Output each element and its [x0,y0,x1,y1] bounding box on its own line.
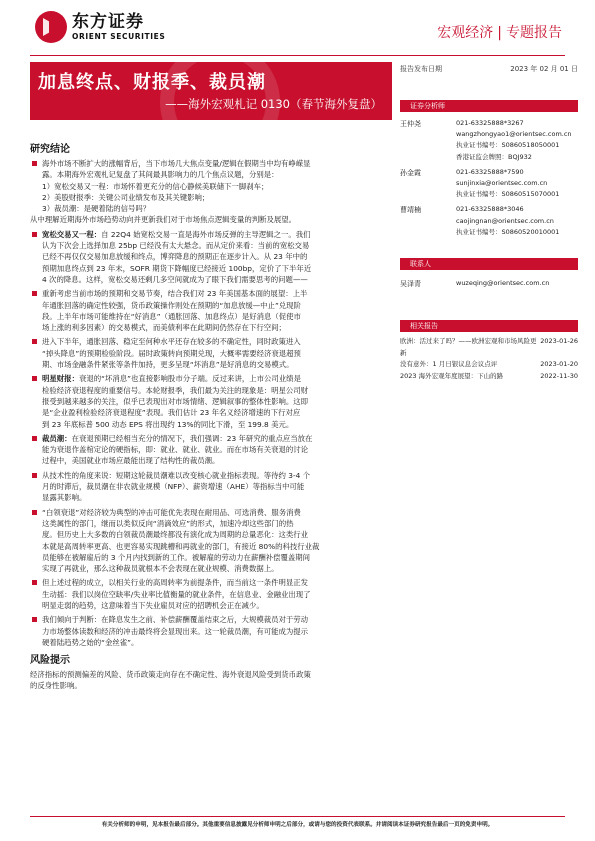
text-line: 在衰退预期已经相当充分的情况下，我们强调：23 年研究的重点应当放在 [71,433,313,443]
text-line: 力市场整体读数和经济的冲击最终将会显现出来。这一轮裁员潮，有可能成为提示 [42,626,309,636]
text-line: 员能够在被解雇后的 3 个月内找到新的工作。被解雇的劳动力在薪酬补偿覆盖期间 [42,552,311,562]
contact-entry [400,278,578,289]
subcategory-label: 专题报告 [506,25,562,41]
related-report-title[interactable]: 没有意外：1 月日银议息会议点评 [400,360,498,368]
list-item: 2）美股财报季：关键公司业绩发布及其关键影响； [42,192,210,202]
contacts-heading: 联系人 [400,258,578,270]
related-reports-box [400,320,578,382]
section-paragraph [30,288,392,333]
text-line: 我们倾向于判断：在降息发生之前、补偿薪酬覆盖结束之后，大规模裁员对于劳动 [42,615,309,625]
analyst-license: 执业证书编号：S0860515070001 [456,190,560,199]
report-date [400,64,578,74]
report-category [437,22,562,42]
text-line: 自 22Q4 始宽松交易一直是海外市场反弹的主导逻辑之一。我们 [101,229,311,239]
text-line: 本就是高周转率更高、也更容易实现跳槽和再就业的部门，有接近 80%的科技行业裁 [42,541,320,551]
text-line: 月的时滞后，裁员潮在非农就业规模（NFP）、薪资增速（AHE）等指标当中可能 [42,482,305,492]
text-line: 已经不再仅仅交易加息放缓和终点，博弈降息的预期正在逐步计入。从 23 年中的 [42,252,308,262]
text-line: 海外市场不断扩大的涨幅背后，当下市场几大焦点变量/逻辑在假期当中均有峥嵘显 [42,159,311,168]
bullet-square-icon [32,161,37,166]
section-paragraph [30,507,392,575]
report-title: 加息终点、财报季、裁员潮 [38,72,266,93]
analyst-entry [400,204,578,238]
report-date-value: 2023 年 02 月 01 日 [510,65,578,73]
risk-paragraph [30,669,392,692]
section-lead: 宽松交易又一程： [42,229,102,239]
analysts-heading: 证券分析师 [400,100,578,112]
analysts-box [400,100,578,238]
text-line: 检验经济衰退程度的重要信号。本轮财报季，我们最为关注的现象是：明星公司财 [42,385,309,395]
related-reports-heading: 相关报告 [400,320,578,332]
related-report-item[interactable] [400,359,578,371]
related-report-item[interactable] [400,371,578,383]
text-line: 从技术性的角度来说：短期这轮裁员潮难以改变核心就业指标表现。等待约 3-4 个 [42,470,311,480]
bullet-square-icon [32,580,37,585]
contacts-box [400,258,578,289]
risk-heading: 风险提示 [30,655,70,667]
title-banner [30,62,392,120]
bullet-square-icon [32,436,37,441]
text-line: 段。上半年市场可能维持在“好消息”（通胀回落、加息终点）是好消息（促使市 [42,311,301,321]
bullet-square-icon [32,291,37,296]
bullet-square-icon [32,473,37,478]
analyst-phone: 021-63325888*3267 [456,119,524,127]
header-divider [30,55,565,56]
category-label: 宏观经济 [437,25,494,41]
analyst-entry [400,167,578,201]
list-item: 3）裁员潮：是硬着陆的信号吗？ [42,204,151,214]
text-line: 的反身性影响。 [30,681,82,691]
company-name-en: ORIENT SECURITIES [72,32,166,41]
text-line: 硬着陆趋势之始的“金丝雀”。 [42,637,139,647]
bullet-square-icon [32,617,37,622]
report-subtitle: ——海外宏观札记 0130（春节海外复盘） [165,97,382,111]
analyst-phone: 021-63325888*7590 [456,167,524,176]
related-report-item[interactable] [400,336,578,359]
text-line: 这类属性的部门，继而以类似反向“涓滴效应”的形式，加速冷却这些部门的热 [42,518,294,528]
report-date-label: 报告发布日期 [400,65,442,73]
list-item: 1）宽松交易又一程：市场怀着更充分的信心静候美联储下一脚刹车； [42,181,269,191]
text-line: 到 23 年底标普 500 动态 EPS 将出现约 13%的同比下滑，至 199.8 美元。 [42,419,294,429]
analyst-email[interactable]: caojingnan@orientsec.com.cn [456,216,554,225]
text-line: 期、市场金融条件紧张等条件加持，更多呈现“坏消息”是好消息的交易模式。 [42,360,294,370]
text-line: 年通胀回落的确定性较强，货币政策操作则处在预期的“加息放缓—中止”兑现阶 [42,300,301,310]
text-line: 生动摇：我们以岗位空缺率/失业率比值衡量的就业条件，在信息业、金融业出现了 [42,589,311,599]
intro-paragraph [30,158,392,214]
related-report-date: 2023-01-26 [540,337,578,345]
intro-tail: 从中理解近期海外市场趋势动向并更新我们对于市场焦点逻辑变量的判断及展望。 [30,215,297,225]
analyst-name: 曹靖楠 [400,206,421,215]
related-report-title[interactable]: 欧洲：活过来了吗？——欧洲宏观和市场风险更新 [400,337,537,357]
bullet-square-icon [32,232,37,237]
text-line: 报受到越来越多的关注，似乎已表现出对市场情绪、逻辑叙事的整体性影响。这即 [42,396,309,406]
analyst-entry [400,118,578,163]
section-paragraph [30,614,392,648]
text-line: 能为衰退作盖棺定论的硬指标，即：就业、就业、就业。而在市场有关衰退的讨论 [42,445,309,455]
text-line: 经济指标的预测偏差的风险、货币政策走向存在不确定性、海外衰退风险受到货币政策 [30,670,311,680]
text-line: 进入下半年，通胀回落、稳定至何种水平还存在较多的不确定性，同时政策进入 [42,337,301,347]
contact-email[interactable]: wuzeqing@orientsec.com.cn [456,279,550,287]
analyst-license: 执业证书编号：S0860518050001 [456,141,560,150]
analyst-hk-license: 香港证监会牌照：BQJ932 [456,152,532,161]
related-report-date: 2022-11-30 [540,371,578,380]
analyst-phone: 021-63325888*3046 [456,205,524,214]
section-paragraph [30,229,392,285]
category-separator: | [497,25,502,41]
section-paragraph [30,577,392,611]
analyst-license: 执业证书编号：S0860520010001 [456,227,560,236]
text-line: 重新考虑当前市场的预期和交易节奏，结合我们对 23 年美国基本面的展望：上半 [42,289,308,299]
disclaimer-text: 有关分析师的申明，见本报告最后部分。其他重要信息披露见分析师申明之后部分，或请与您的投资代表联系。并请阅读本证券研究报告最后一页的免责申明。 [101,822,494,828]
footer-divider [30,816,565,817]
section-paragraph [30,470,392,504]
text-line: “掉头降息”的预期检验阶段。届时政策转向预期兑现，大概率需要经济衰退超预 [42,348,301,358]
contact-name: 吴泽青 [400,280,421,288]
section-paragraph [30,433,392,467]
text-line: 场上涨的利多因素）的交易模式，而美债利率在此期间仍然存在下行空间； [42,323,286,333]
section-paragraph [30,336,392,370]
text-line: 显露其影响。 [42,493,87,503]
company-name-cn: 东方证券 [72,12,144,32]
bullet-square-icon [32,339,37,344]
bullet-square-icon [32,376,37,381]
analyst-name: 孙金霞 [400,168,421,177]
text-line: “白领衰退”对经济较为典型的冲击可能优先表现在耐用品、可选消费、服务消费 [42,507,301,517]
text-line: 过程中，美国就业市场应最能出现了结构性的裁员潮。 [42,456,220,466]
text-line: 认为下次会上选择加息 25bp 已经没有太大悬念。而从定价来看：当前的宽松交易 [42,241,310,251]
text-line: 露。本期海外宏观札记复盘了其间最具影响力的几个焦点议题，分别是： [42,170,279,180]
section-lead: 裁员潮： [42,433,72,443]
text-line: 明显走弱的趋势，这意味着当下失业雇员对应的招聘机会正在减少。 [42,600,264,610]
analyst-name: 王仲尧 [400,120,421,128]
company-logo [34,10,165,44]
analyst-email[interactable]: wangzhongyao1@orientsec.com.cn [456,130,572,139]
text-line: 但上述过程的成立，以相关行业的高周转率为前提条件，而当前这一条件明显正发 [42,578,309,588]
text-line: 度。但历史上大多数的白领裁员潮最终都没有演化成为周期的总量恶化：这类行业 [42,530,309,540]
text-line: 是“企业盈利检验经济衰退程度”表现。我们估计 23 年名义经济增速的下行对应 [42,408,301,418]
section-lead: 明星财报： [42,374,79,384]
bullet-square-icon [32,510,37,515]
text-line: 衰退的“坏消息”也直接影响股市分子端。反过来讲，上市公司业绩是 [78,374,301,384]
research-heading: 研究结论 [30,144,70,155]
main-content [30,140,392,692]
analyst-email[interactable]: sunjinxia@orientsec.com.cn [456,179,548,188]
text-line: 4 次的降息。这样，宽松交易还剩几多空间就成为了眼下我们需要思考的问题—— [42,274,308,284]
related-report-title[interactable]: 2023 海外宏观年度展望：下山的路 [400,371,504,380]
section-paragraph [30,373,392,429]
text-line: 实现了再就业，那么这种裁员就根本不会表现在就业规模、消费数据上。 [42,564,279,574]
related-report-date: 2023-01-20 [540,360,578,368]
company-logo-icon [34,10,68,44]
text-line: 预期加息终点到 23 年末，SOFR 期货下降幅度已经接近 100bp，定价了下半年近 [42,263,312,273]
